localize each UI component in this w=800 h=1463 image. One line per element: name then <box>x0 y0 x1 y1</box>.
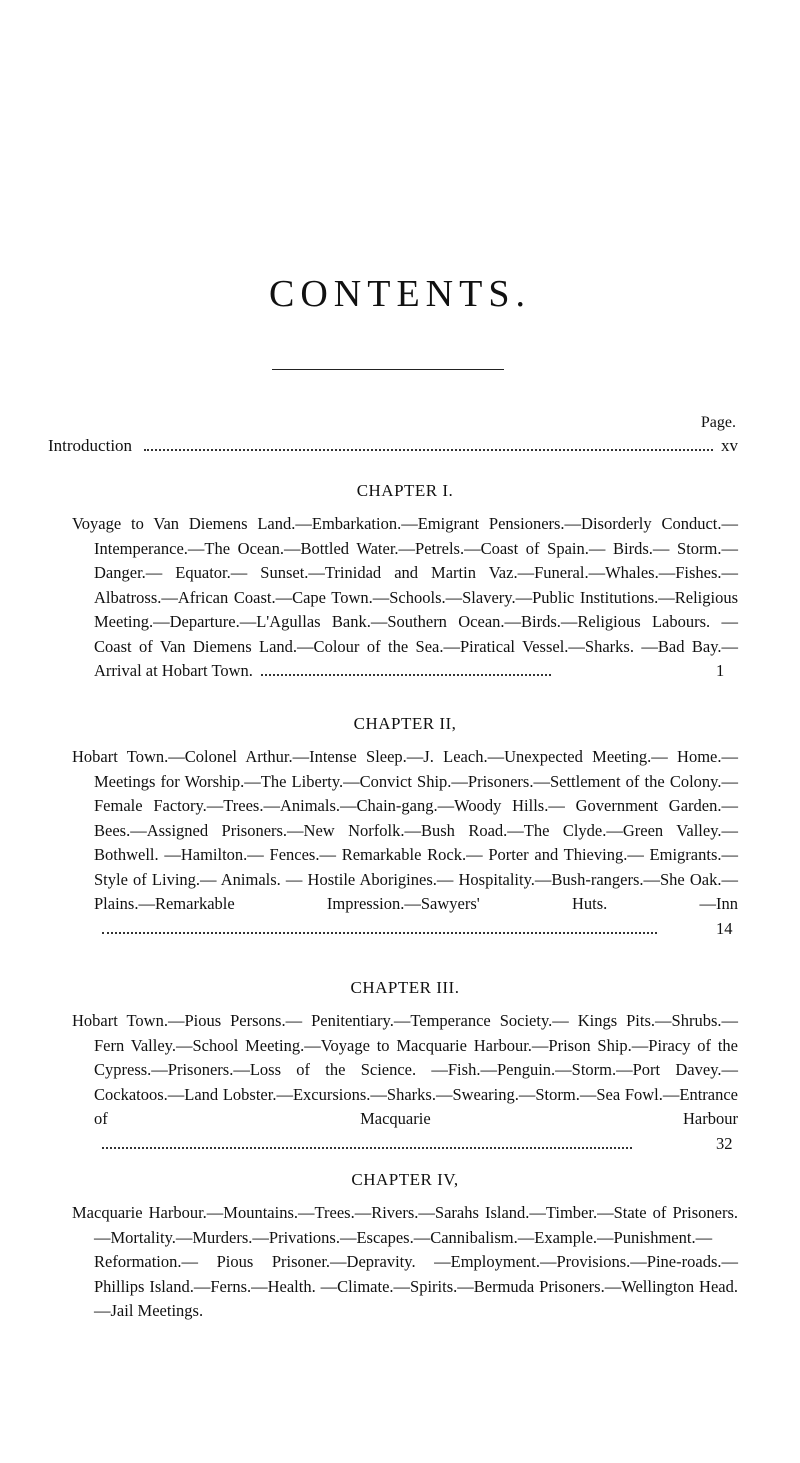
chapter-title: CHAPTER III. <box>350 978 460 997</box>
chapter-title: CHAPTER II, <box>353 714 457 733</box>
chapter-summary: Hobart Town.—Pious Persons.— Penitentiary.—Temperance Society.— Kings Pits.—Shrubs.—Fern Valley.—School Meeting.—Voyage to Macquarie Harbour.—Prison Ship.—Piracy of the Cypress.—Prisoners.—Loss of the Science. —Fish.—Penguin.—Storm.—Port Davey.—Cockatoos.—Land Lobster.—Excursions.—Sharks.—Swearing.—Storm.—Sea Fowl.—Entrance of Macquarie Harbour 32 <box>72 1011 738 1153</box>
dot-leader <box>261 674 551 676</box>
chapter-summary: Hobart Town.—Colonel Arthur.—Intense Sleep.—J. Leach.—Unexpected Meeting.— Home.— Meetings for Worship.—The Liberty.—Convict Ship.—Prisoners.—Settlement of the Colony.—Female Factory.—Trees.—Animals.—Chain-gang.—Woody Hills.— Government Garden.— Bees.—Assigned Prisoners.—New Norfolk.—Bush Road.—The Clyde.—Green Valley.—Bothwell. —Hamilton.— Fences.— Remarkable Rock.— Porter and Thieving.— Emigrants.—Style of Living.— Animals. — Hostile Aborigines.— Hospitality.—Bush-rangers.—She Oak.—Plains.—Remarkable Impression.—Sawyers' Huts. —Inn 14 <box>72 747 738 938</box>
chapter-summary <box>72 1201 738 1324</box>
chapter-summary-text: Hobart Town.—Pious Persons.— Penitentiary.—Temperance Society.— Kings Pits.—Shrubs.—Fern Valley.—School Meeting.—Voyage to Macquarie Harbour.—Prison Ship.—Piracy of the Cypress.—Prisoners.—Loss of the Science. —Fish.—Penguin.—Storm.—Port Davey.—Cockatoos.—Land Lobster.—Excursions.—Sharks.—Swearing.—Storm.—Sea Fowl.—Entrance of Macquarie Harbour <box>72 1011 738 1128</box>
chapter-summary: Voyage to Van Diemens Land.—Embarkation.—Emigrant Pensioners.—Disorderly Conduct.—Intemperance.—The Ocean.—Bottled Water.—Petrels.—Coast of Spain.— Birds.— Storm.— Danger.— Equator.— Sunset.—Trinidad and Martin Vaz.—Funeral.—Whales.—Fishes.—Albatross.—African Coast.—Cape Town.—Schools.—Slavery.—Public Institutions.—Religious Meeting.—Departure.—L'Agullas Bank.—Southern Ocean.—Birds.—Religious Labours. —Coast of Van Diemens Land.—Colour of the Sea.—Piratical Vessel.—Sharks. —Bad Bay.—Arrival at Hobart Town. 1 <box>72 514 738 680</box>
title-rule <box>272 369 504 370</box>
chapter-title: CHAPTER I. <box>356 481 454 500</box>
chapter-2-entry <box>72 713 738 941</box>
toc-entry-page: xv <box>721 436 738 455</box>
toc-entry-introduction <box>48 434 738 458</box>
chapter-4-entry <box>72 1169 738 1324</box>
dot-leader <box>144 449 713 451</box>
chapter-1-entry <box>72 480 738 684</box>
chapter-title: CHAPTER IV, <box>351 1170 459 1189</box>
chapter-summary-text: Voyage to Van Diemens Land.—Embarkation.—Emigrant Pensioners.—Disorderly Conduct.—Intemperance.—The Ocean.—Bottled Water.—Petrels.—Coast of Spain.— Birds.— Storm.— Danger.— Equator.— Sunset.—Trinidad and Martin Vaz.—Funeral.—Whales.—Fishes.—Albatross.—African Coast.—Cape Town.—Schools.—Slavery.—Public Institutions.—Religious Meeting.—Departure.—L'Agullas Bank.—Southern Ocean.—Birds.—Religious Labours. —Coast of Van Diemens Land.—Colour of the Sea.—Piratical Vessel.—Sharks. —Bad Bay.—Arrival at Hobart Town. <box>72 514 738 680</box>
dot-leader <box>102 932 657 934</box>
dot-leader <box>102 1147 632 1149</box>
chapter-3-entry <box>72 977 738 1156</box>
toc-entry-label: Introduction <box>48 436 133 455</box>
page-title: CONTENTS. <box>269 273 531 315</box>
chapter-summary-text: Macquarie Harbour.—Mountains.—Trees.—Rivers.—Sarahs Island.—Timber.—State of Prisoners.—Mortality.—Murders.—Privations.—Escapes.—Cannibalism.—Example.—Punishment.—Reformation.— Pious Prisoner.—Depravity. —Employment.—Provisions.—Pine-roads.—Phillips Island.—Ferns.—Health. —Climate.—Spirits.—Bermuda Prisoners.—Wellington Head.—Jail Meetings. <box>72 1203 738 1320</box>
page-column-label: Page. <box>700 414 736 431</box>
chapter-summary-text: Hobart Town.—Colonel Arthur.—Intense Sleep.—J. Leach.—Unexpected Meeting.— Home.— Meetings for Worship.—The Liberty.—Convict Ship.—Prisoners.—Settlement of the Colony.—Female Factory.—Trees.—Animals.—Chain-gang.—Woody Hills.— Government Garden.— Bees.—Assigned Prisoners.—New Norfolk.—Bush Road.—The Clyde.—Green Valley.—Bothwell. —Hamilton.— Fences.— Remarkable Rock.— Porter and Thieving.— Emigrants.—Style of Living.— Animals. — Hostile Aborigines.— Hospitality.—Bush-rangers.—She Oak.—Plains.—Remarkable Impression.—Sawyers' Huts. —Inn <box>72 747 738 913</box>
